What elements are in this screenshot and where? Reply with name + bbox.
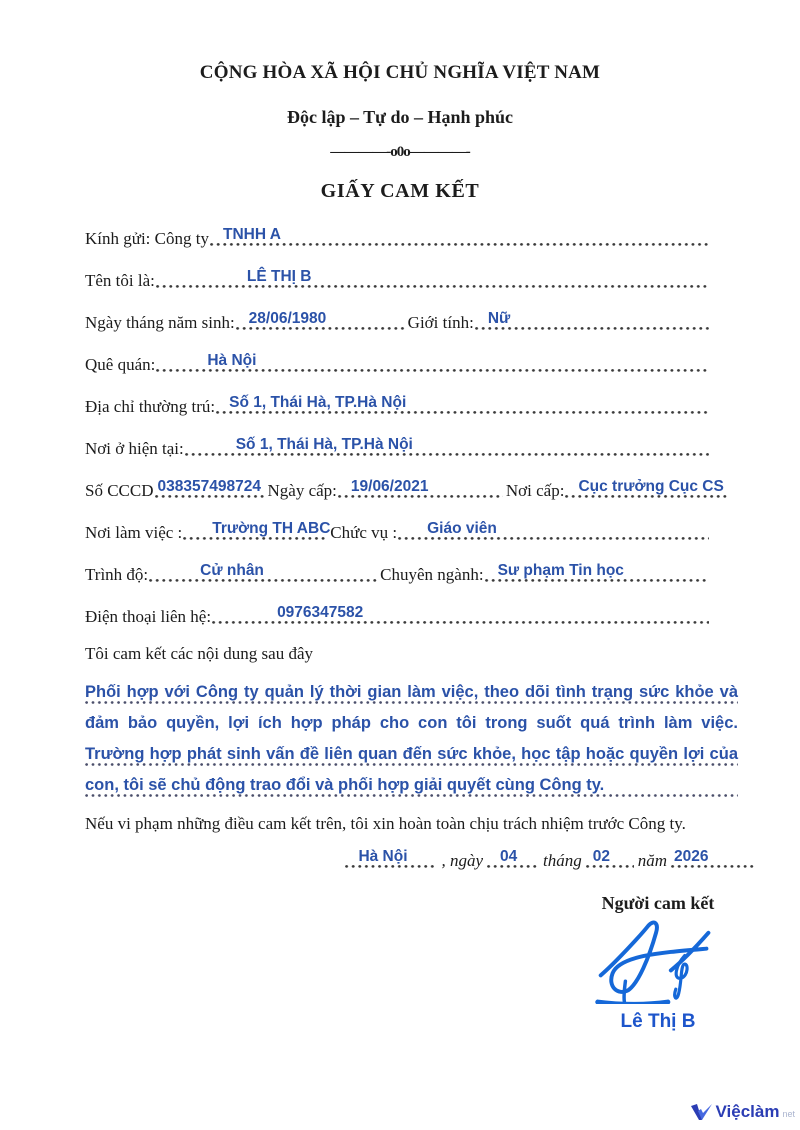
vieclam-v-icon <box>689 1102 713 1122</box>
id-issue-date-value: 19/06/2021 <box>350 478 429 495</box>
date-month-value: 02 <box>592 848 610 865</box>
dotted-leader <box>148 562 378 593</box>
month-label: tháng <box>542 851 582 870</box>
job-title-label: Chức vụ : <box>330 523 398 542</box>
field-id-card <box>85 467 724 509</box>
commitment-line: Trường hợp phát sinh vấn đề liên quan đến sức khỏe, học tập hoặc quyền lợi của <box>85 739 738 770</box>
dotted-leader <box>184 436 710 467</box>
gender-label: Giới tính: <box>407 313 474 332</box>
dotted-leader <box>209 226 710 257</box>
dotted-leader <box>484 562 710 593</box>
hometown-value: Hà Nội <box>207 352 257 369</box>
gender-value: Nữ <box>487 310 511 327</box>
commitment-line: đảm bảo quyền, lợi ích hợp pháp cho con tôi trong suốt quá trình làm việc. <box>85 714 738 732</box>
id-number-label: Số CCCD <box>85 481 154 500</box>
signer-name: Lê Thị B <box>620 1011 696 1032</box>
field-current-address <box>85 425 710 467</box>
national-motto: Độc lập – Tự do – Hạnh phúc <box>286 107 514 127</box>
date-place-value: Hà Nội <box>358 848 408 865</box>
document-title: GIẤY CAM KẾT <box>320 180 480 202</box>
signature-caption: Người cam kết <box>601 893 715 913</box>
commitment-line: Phối hợp với Công ty quản lý thời gian làm việc, theo dõi tình trạng sức khỏe và <box>85 677 738 708</box>
workplace-value: Trường TH ABC <box>212 520 331 537</box>
signature-area <box>0 893 800 1033</box>
brand-suffix: net <box>782 1109 795 1119</box>
full-name-value: LÊ THỊ B <box>246 268 312 285</box>
id-issue-place-value: Cục trưởng Cục CS <box>578 478 724 495</box>
workplace-label: Nơi làm việc : <box>85 523 183 542</box>
date-line <box>0 847 756 879</box>
commitment-intro: Tôi cam kết các nội dung sau đây <box>85 644 314 663</box>
current-address-value: Số 1, Thái Hà, TP.Hà Nội <box>235 436 413 453</box>
current-address-label: Nơi ở hiện tại: <box>85 439 184 458</box>
dotted-leader <box>235 310 406 341</box>
commitment-paragraph <box>85 677 738 801</box>
field-permanent-address <box>85 383 710 425</box>
dotted-leader <box>564 478 727 509</box>
full-name-label: Tên tôi là: <box>85 271 155 290</box>
job-title-value: Giáo viên <box>427 520 497 537</box>
dotted-leader <box>486 848 540 879</box>
major-value: Sư phạm Tin học <box>497 562 624 579</box>
handwritten-signature <box>587 920 729 1004</box>
dotted-leader <box>397 520 710 551</box>
document-header <box>0 0 800 203</box>
birth-date-value: 28/06/1980 <box>248 310 327 327</box>
hometown-label: Quê quán: <box>85 355 156 374</box>
id-issue-date-label: Ngày cấp: <box>267 481 337 500</box>
field-birth-gender <box>85 299 710 341</box>
id-number-value: 038357498724 <box>157 478 261 495</box>
permanent-address-label: Địa chỉ thường trú: <box>85 397 216 416</box>
dotted-leader <box>215 394 710 425</box>
national-title: CỘNG HÒA XÃ HỘI CHỦ NGHĨA VIỆT NAM <box>199 62 601 83</box>
signature-block <box>558 893 758 1033</box>
field-recipient <box>85 215 710 257</box>
year-label: năm <box>637 851 667 870</box>
date-year-value: 2026 <box>674 848 709 865</box>
day-label: , ngày <box>441 851 483 870</box>
field-phone <box>85 593 710 635</box>
dotted-leader <box>155 352 710 383</box>
commitment-line: con, tôi sẽ chủ động trao đổi và phối hợp giải quyết cùng Công ty. <box>85 770 738 801</box>
brand-name: Việclàm <box>715 1102 780 1121</box>
field-education <box>85 551 710 593</box>
field-workplace <box>85 509 710 551</box>
dotted-leader <box>337 478 504 509</box>
dotted-leader <box>155 268 710 299</box>
date-day-value: 04 <box>499 848 518 865</box>
birth-date-label: Ngày tháng năm sinh: <box>85 313 235 332</box>
form-fields <box>85 215 724 635</box>
education-level-value: Cử nhân <box>200 562 264 579</box>
brand-watermark <box>689 1102 795 1122</box>
field-hometown <box>85 341 710 383</box>
dotted-leader <box>154 478 266 509</box>
major-label: Chuyên ngành: <box>380 565 484 584</box>
recipient-label: Kính gửi: Công ty <box>85 229 209 248</box>
dotted-leader <box>211 604 710 635</box>
field-full-name <box>85 257 710 299</box>
phone-value: 0976347582 <box>277 604 364 621</box>
dotted-leader <box>344 848 438 879</box>
recipient-value: TNHH A <box>222 226 281 243</box>
dotted-leader <box>182 520 331 551</box>
dotted-leader <box>585 848 635 879</box>
phone-label: Điện thoại liên hệ: <box>85 607 212 626</box>
permanent-address-value: Số 1, Thái Hà, TP.Hà Nội <box>229 394 407 411</box>
closing-statement: Nếu vi phạm những điều cam kết trên, tôi xin hoàn toàn chịu trách nhiệm trước Công ty. <box>85 814 686 833</box>
header-divider: ————-o0o————- <box>330 144 470 160</box>
dotted-leader <box>670 848 756 879</box>
education-level-label: Trình độ: <box>85 565 149 584</box>
id-issue-place-label: Nơi cấp: <box>505 481 565 500</box>
dotted-leader <box>474 310 710 341</box>
